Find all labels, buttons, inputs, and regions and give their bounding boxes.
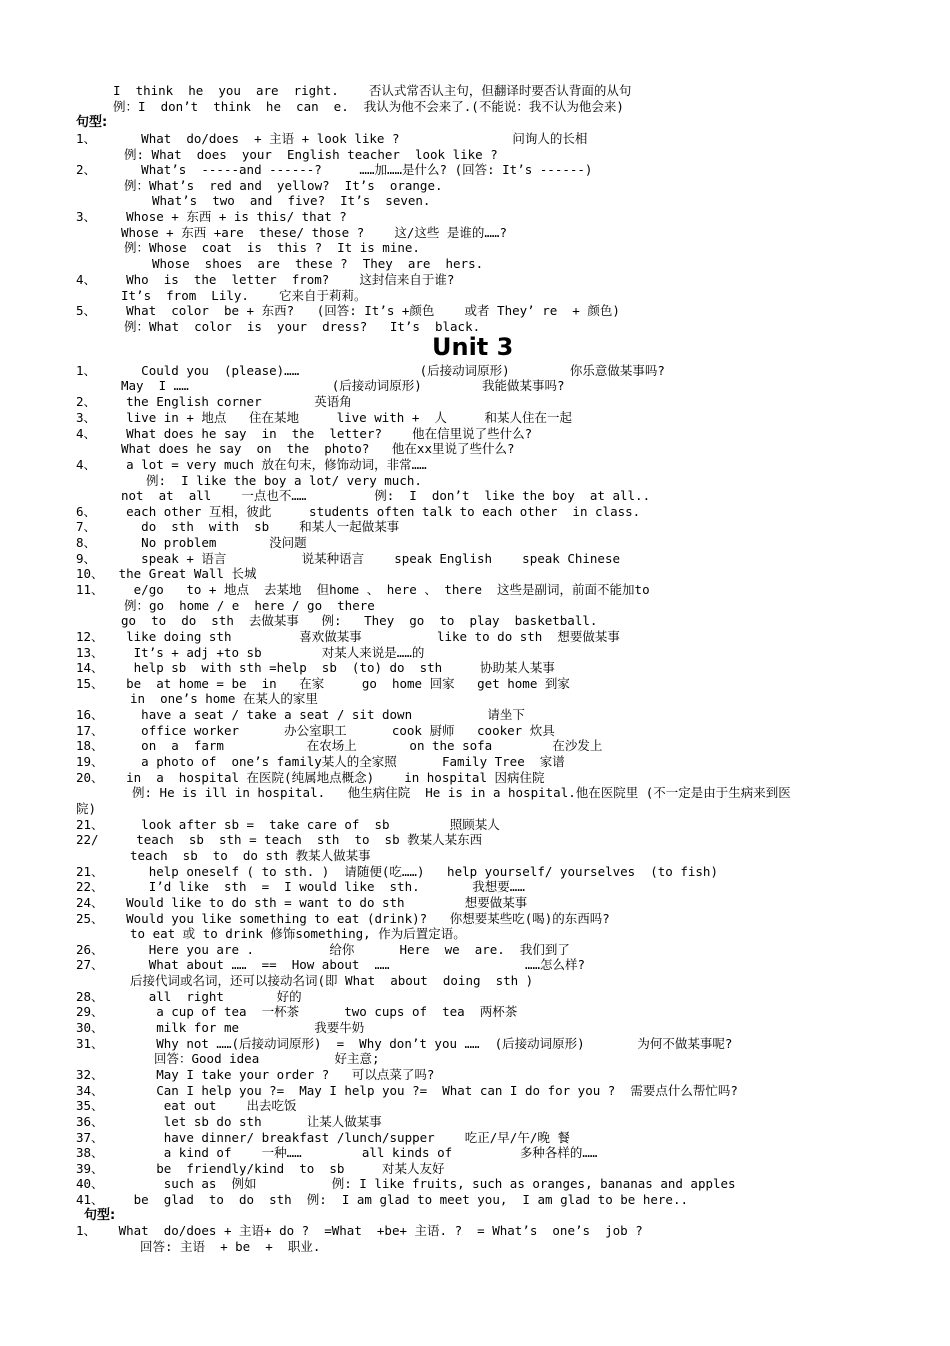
text-line: 19、 a photo of one’s family某人的全家照 Family Tree 家谱 [76, 754, 565, 769]
text-line: 例：I don’t think he can e. 我认为他不会来了.(不能说：我不认为他会来) [113, 99, 624, 114]
text-line: 24、 Would like to do sth = want to do sth 想要做某事 [76, 895, 528, 910]
text-line: 回答: 主语 + be + 职业. [140, 1239, 321, 1254]
text-line: 10、 the Great Wall 长城 [76, 566, 257, 581]
text-line: 13、 It’s + adj +to sb 对某人来说是……的 [76, 645, 425, 660]
text-line: 22、 I’d like sth = I would like sth. 我想要…… [76, 879, 525, 894]
text-line: 例：go home / e here / go there [124, 598, 375, 613]
text-line: 25、 Would you like something to eat (drink)? 你想要某些吃(喝)的东西吗? [76, 911, 610, 926]
section-heading: 句型: [84, 1208, 116, 1223]
section-heading: 句型: [76, 115, 108, 130]
text-line: 17、 office worker 办公室职工 cook 厨师 cooker 炊具 [76, 723, 555, 738]
text-line: 2、 What’s -----and ------? ……加……是什么? (回答: It’s ------) [76, 162, 593, 177]
text-line: May I …… (后接动词原形) 我能做某事吗? [121, 378, 565, 393]
text-line: 18、 on a farm 在农场上 on the sofa 在沙发上 [76, 738, 603, 753]
text-line: 4、 What does he say in the letter? 他在信里说了些什么? [76, 426, 533, 441]
text-line: 34、 Can I help you ?= May I help you ?= What can I do for you ? 需要点什么帮忙吗? [76, 1083, 738, 1098]
text-line: 1、 What do/does + 主语+ do ? =What +be+ 主语. ? = What’s one’s job ? [76, 1223, 643, 1238]
unit-title: Unit 3 [432, 333, 514, 361]
text-line: 12、 like doing sth 喜欢做某事 like to do sth 想要做某事 [76, 629, 620, 644]
text-line: to eat 或 to drink 修饰something, 作为后置定语。 [130, 926, 466, 941]
text-line: 例：What’s red and yellow? It’s orange. [124, 178, 443, 193]
text-line: 回答：Good idea 好主意; [154, 1051, 380, 1066]
text-line: 38、 a kind of 一种…… all kinds of 多种各样的…… [76, 1145, 598, 1160]
text-line: 院) [76, 801, 97, 816]
text-line: 15、 be at home = be in 在家 go home 回家 get home 到家 [76, 676, 570, 691]
text-line: 4、 Who is the letter from? 这封信来自于谁? [76, 272, 455, 287]
text-line: 26、 Here you are . 给你 Here we are. 我们到了 [76, 942, 570, 957]
text-line: 29、 a cup of tea 一杯茶 two cups of tea 两杯茶 [76, 1004, 518, 1019]
text-line: 39、 be friendly/kind to sb 对某人友好 [76, 1161, 445, 1176]
text-line: 37、 have dinner/ breakfast /lunch/supper 吃正/早/午/晚 餐 [76, 1130, 570, 1145]
text-line: 6、 each other 互相，彼此 students often talk to each other in class. [76, 504, 641, 519]
text-line: 例：What color is your dress? It’s black. [124, 319, 481, 334]
text-line: 36、 let sb do sth 让某人做某事 [76, 1114, 382, 1129]
text-line: teach sb to do sth 教某人做某事 [130, 848, 371, 863]
text-line: 16、 have a seat / take a seat / sit down 请坐下 [76, 707, 525, 722]
text-line: 4、 a lot = very much 放在句末，修饰动词，非常…… [76, 457, 427, 472]
text-line: What’s two and five? It’s seven. [152, 193, 431, 208]
text-line: 27、 What about …… == How about …… ……怎么样? [76, 957, 586, 972]
text-line: 9、 speak + 语言 说某种语言 speak English speak Chinese [76, 551, 621, 566]
text-line: 35、 eat out 出去吃饭 [76, 1098, 297, 1113]
text-line: What does he say on the photo? 他在xx里说了些什么? [121, 441, 515, 456]
text-line: 22/ teach sb sth = teach sth to sb 教某人某东西 [76, 832, 483, 847]
text-line: 28、 all right 好的 [76, 989, 302, 1004]
text-line: 21、 help oneself ( to sth. ) 请随便(吃……) help yourself/ yourselves (to fish) [76, 864, 718, 879]
text-line: 例：Whose coat is this ? It is mine. [124, 240, 420, 255]
text-line: 31、 Why not ……(后接动词原形) = Why don’t you …… (后接动词原形) 为何不做某事呢? [76, 1036, 733, 1051]
text-line: not at all 一点也不…… 例: I don’t like the boy at all.. [121, 488, 651, 503]
text-line: 3、 live in + 地点 住在某地 live with + 人 和某人住在一起 [76, 410, 573, 425]
text-line: 例: What does your English teacher look like ? [124, 147, 498, 162]
text-line: 14、 help sb with sth =help sb (to) do sth 协助某人某事 [76, 660, 555, 675]
text-line: 11、 e/go to + 地点 去某地 但home 、 here 、 there 这些是副词，前面不能加to [76, 582, 650, 597]
text-line: 41、 be glad to do sth 例: I am glad to meet you, I am glad to be here.. [76, 1192, 688, 1207]
text-line: 后接代词或名词，还可以接动名词(即 What about doing sth ) [130, 973, 534, 988]
text-line: I think he you are right. 否认式常否认主句，但翻译时要否认背面的从句 [113, 83, 632, 98]
text-line: 5、 What color be + 东西? (回答: It’s +颜色 或者 They’ re + 颜色) [76, 303, 620, 318]
text-line: 2、 the English corner 英语角 [76, 394, 352, 409]
text-line: 21、 look after sb = take care of sb 照顾某人 [76, 817, 500, 832]
text-line: 3、 Whose + 东西 + is this/ that ? [76, 209, 347, 224]
text-line: 1、 What do/does + 主语 + look like ? 问询人的长相 [76, 131, 588, 146]
text-line: Whose + 东西 +are these/ those ? 这/这些 是谁的……? [121, 225, 507, 240]
text-line: in one’s home 在某人的家里 [130, 691, 318, 706]
text-line: go to do sth 去做某事 例: They go to play basketball. [121, 613, 598, 628]
text-line: 30、 milk for me 我要牛奶 [76, 1020, 365, 1035]
text-line: 7、 do sth with sb 和某人一起做某事 [76, 519, 400, 534]
text-line: 32、 May I take your order ? 可以点菜了吗? [76, 1067, 435, 1082]
text-line: 20、 in a hospital 在医院(纯属地点概念) in hospital 因病住院 [76, 770, 545, 785]
text-line: 40、 such as 例如 例: I like fruits, such as oranges, bananas and apples [76, 1176, 736, 1191]
text-line: 1、 Could you (please)…… (后接动词原形) 你乐意做某事吗? [76, 363, 665, 378]
text-line: 例: I like the boy a lot/ very much. [146, 473, 422, 488]
text-line: It’s from Lily. 它来自于莉莉。 [121, 288, 367, 303]
text-line: 8、 No problem 没问题 [76, 535, 307, 550]
text-line: 例: He is ill in hospital. 他生病住院 He is in a hospital.他在医院里 (不一定是由于生病来到医 [132, 785, 791, 800]
text-line: Whose shoes are these ? They are hers. [152, 256, 484, 271]
